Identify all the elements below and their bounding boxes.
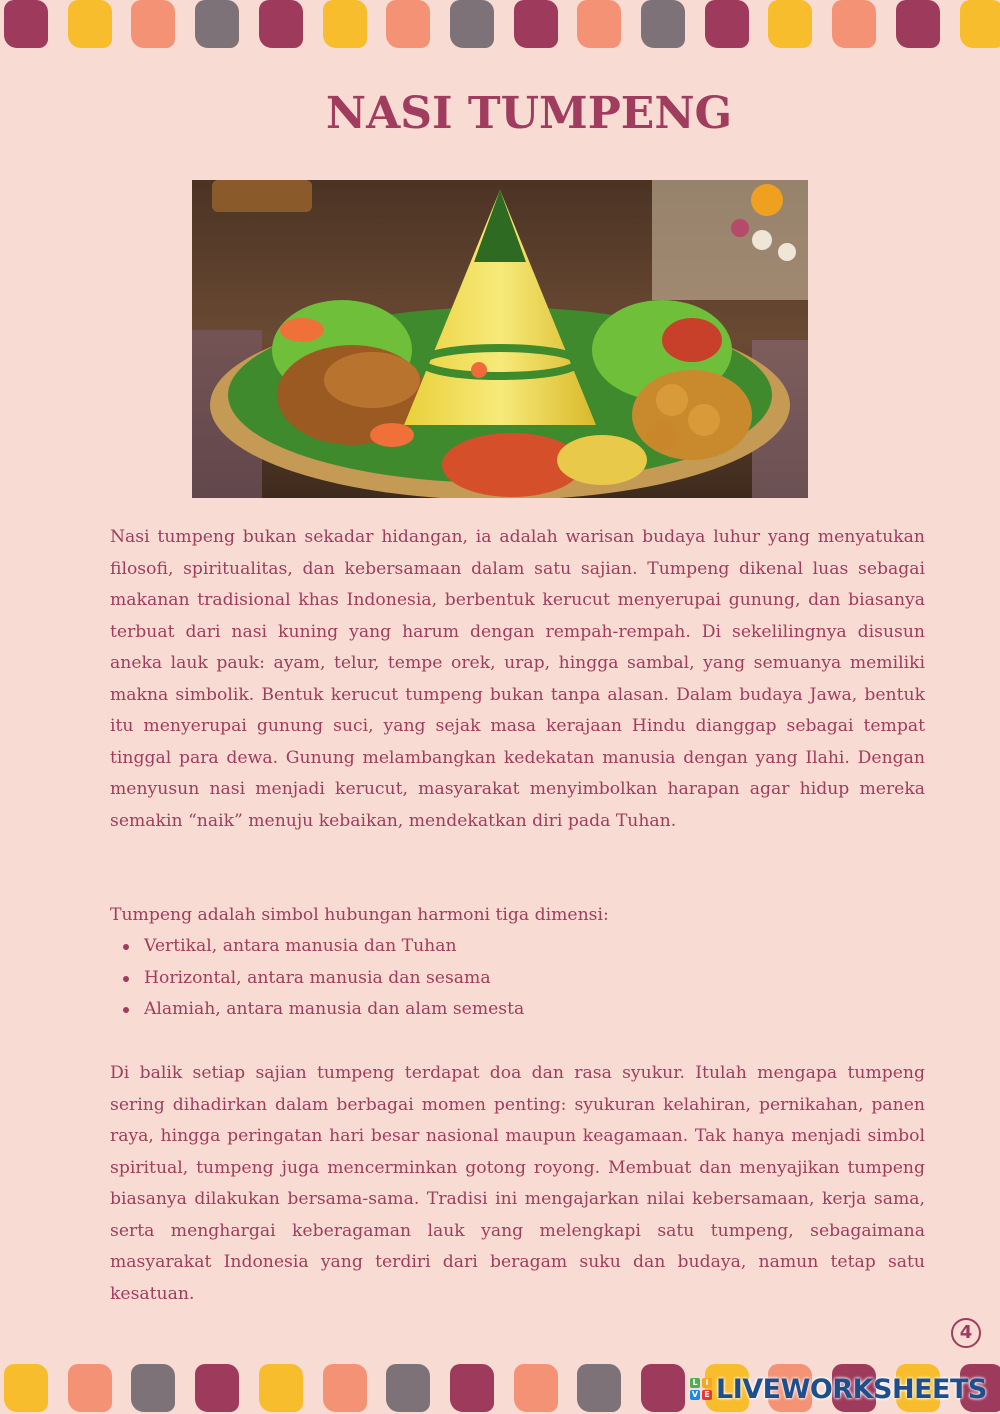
stripe-square	[386, 0, 430, 48]
stripe-square	[68, 1364, 112, 1412]
stripe-square	[323, 1364, 367, 1412]
stripe-square	[131, 0, 175, 48]
stripe-square	[450, 1364, 494, 1412]
stripe-square	[4, 0, 48, 48]
stripe-square	[577, 0, 621, 48]
stripe-square	[195, 0, 239, 48]
brand-name: LIVEWORKSHEETS	[716, 1373, 987, 1405]
stripe-square	[259, 1364, 303, 1412]
stripe-square	[514, 1364, 558, 1412]
liveworksheets-mark-icon	[690, 1378, 712, 1400]
stripe-square	[386, 1364, 430, 1412]
stripe-square	[4, 1364, 48, 1412]
page-number: 4	[951, 1318, 981, 1348]
stripe-square	[450, 0, 494, 48]
stripe-square	[131, 1364, 175, 1412]
stripe-square	[896, 0, 940, 48]
stripe-square	[641, 1364, 685, 1412]
paragraph-intro: Nasi tumpeng bukan sekadar hidangan, ia adalah warisan budaya luhur yang menyatukan filosofi, spiritualitas, dan kebersamaan dalam satu sajian. Tumpeng dikenal luas sebagai makanan tradisional khas Indonesia, berbentuk kerucut menyerupai gunung, dan biasanya terbuat dari nasi kuning yang harum dengan rempah-rempah. Di sekelilingnya disusun aneka lauk pauk: ayam, telur, tempe orek, urap, hingga sambal, yang semuanya memiliki makna simbolik. Bentuk kerucut tumpeng bukan tanpa alasan. Dalam budaya Jawa, bentuk itu menyerupai gunung suci, yang sejak masa kerajaan Hindu dianggap sebagai tempat tinggal para dewa. Gunung melambangkan kedekatan manusia dengan yang Ilahi. Dengan menyusun nasi menjadi kerucut, masyarakat menyimbolkan harapan agar hidup mereka semakin “naik” menuju kebaikan, mendekatkan diri pada Tuhan.	[110, 527, 925, 831]
stripe-square	[259, 0, 303, 48]
stripe-square	[832, 0, 876, 48]
stripe-square	[705, 0, 749, 48]
mark-letter: L	[690, 1378, 700, 1388]
paragraph-closing: Di balik setiap sajian tumpeng terdapat doa dan rasa syukur. Itulah mengapa tumpeng sering dihadirkan dalam berbagai momen penting: syukuran kelahiran, pernikahan, panen raya, hingga peringatan hari besar nasional maupun keagamaan. Tak hanya menjadi simbol spiritual, tumpeng juga mencerminkan gotong royong. Membuat dan menyajikan tumpeng biasanya dilakukan bersama-sama. Tradisi ini mengajarkan nilai kebersamaan, kerja sama, serta menghargai keberagaman lauk yang melengkapi satu tumpeng, sebagaimana masyarakat Indonesia yang terdiri dari beragam suku dan budaya, namun tetap satu kesatuan.	[110, 1063, 925, 1304]
stripe-square	[960, 0, 1000, 48]
mark-letter: V	[691, 1390, 699, 1399]
list-item: Alamiah, antara manusia dan alam semesta	[110, 994, 524, 1026]
tumpeng-photo-icon	[192, 180, 808, 498]
mark-letter: I	[702, 1378, 712, 1388]
list-item: Horizontal, antara manusia dan sesama	[110, 963, 524, 995]
stripe-square	[323, 0, 367, 48]
stripe-square	[514, 0, 558, 48]
liveworksheets-logo[interactable]	[690, 1372, 987, 1406]
harmony-list	[110, 931, 524, 1026]
stripe-square	[641, 0, 685, 48]
stripe-square	[768, 0, 812, 48]
tumpeng-photo	[192, 180, 808, 498]
list-intro: Tumpeng adalah simbol hubungan harmoni tiga dimensi:	[110, 905, 609, 925]
page-title: NASI TUMPENG	[325, 88, 733, 139]
stripe-square	[68, 0, 112, 48]
list-item: Vertikal, antara manusia dan Tuhan	[110, 931, 524, 963]
stripe-square	[195, 1364, 239, 1412]
mark-letter: E	[702, 1390, 712, 1400]
stripe-square	[577, 1364, 621, 1412]
top-decorative-stripe	[0, 0, 1000, 50]
